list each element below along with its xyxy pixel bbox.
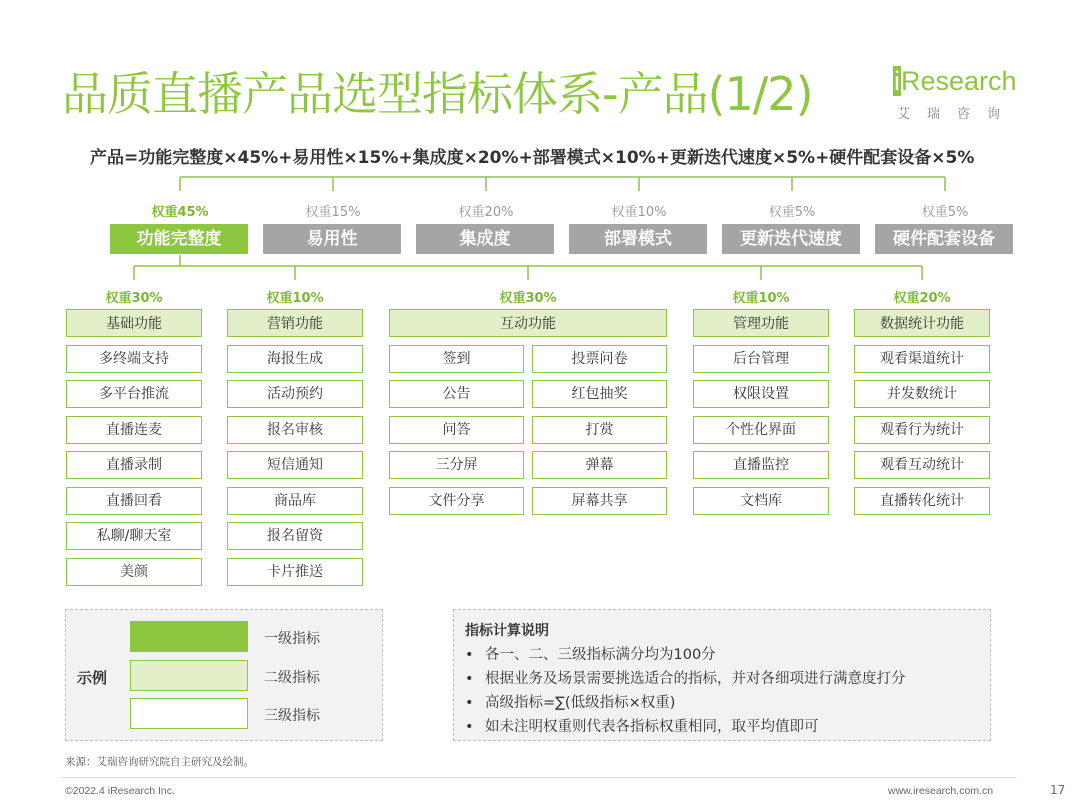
group-weight-basic: 权重30% bbox=[105, 291, 163, 306]
legend-label-level3: 三级指标 bbox=[264, 708, 320, 724]
level3-item: 卡片推送 bbox=[227, 558, 363, 586]
page-number: 17 bbox=[1050, 783, 1066, 797]
level3-item: 报名留资 bbox=[227, 522, 363, 550]
level3-item: 权限设置 bbox=[693, 380, 829, 408]
legend-swatch-level1 bbox=[130, 621, 248, 652]
level3-item: 活动预约 bbox=[227, 380, 363, 408]
level2-marketing-functions: 营销功能 bbox=[227, 309, 363, 337]
level3-item: 商品库 bbox=[227, 487, 363, 515]
group-weight-management: 权重10% bbox=[732, 291, 790, 306]
legend-label-level2: 二级指标 bbox=[264, 670, 320, 686]
level3-item: 直播连麦 bbox=[66, 416, 202, 444]
level1-update-speed: 更新迭代速度 bbox=[722, 224, 860, 254]
level3-item: 三分屏 bbox=[389, 451, 524, 479]
level3-item: 红包抽奖 bbox=[532, 380, 667, 408]
level3-item: 个性化界面 bbox=[693, 416, 829, 444]
level3-item: 签到 bbox=[389, 345, 524, 373]
legend-swatch-level3 bbox=[130, 698, 248, 729]
group-weight-marketing: 权重10% bbox=[266, 291, 324, 306]
logo-subtitle: 艾瑞咨询 bbox=[897, 107, 1018, 122]
legend-label-level1: 一级指标 bbox=[264, 631, 320, 647]
level3-item: 直播监控 bbox=[693, 451, 829, 479]
level1-weight-deployment: 权重10% bbox=[611, 205, 667, 220]
level1-weight-hardware: 权重5% bbox=[921, 205, 969, 220]
level3-item: 报名审核 bbox=[227, 416, 363, 444]
level3-item: 问答 bbox=[389, 416, 524, 444]
group-weight-interaction: 权重30% bbox=[499, 291, 557, 306]
legend-title: 示例 bbox=[77, 669, 108, 687]
legend-swatch-level2 bbox=[130, 660, 248, 691]
level3-item: 多终端支持 bbox=[66, 345, 202, 373]
level1-weight-function-completeness: 权重45% bbox=[151, 205, 209, 220]
level1-deployment: 部署模式 bbox=[569, 224, 707, 254]
level3-item: 并发数统计 bbox=[854, 380, 990, 408]
level1-weight-integration: 权重20% bbox=[458, 205, 514, 220]
note-item: • 各一、二、三级指标满分均为100分 bbox=[465, 643, 716, 664]
level3-item: 公告 bbox=[389, 380, 524, 408]
level1-weight-usability: 权重15% bbox=[305, 205, 361, 220]
level3-item: 短信通知 bbox=[227, 451, 363, 479]
level3-item: 观看互动统计 bbox=[854, 451, 990, 479]
level3-item: 直播录制 bbox=[66, 451, 202, 479]
level3-item: 观看渠道统计 bbox=[854, 345, 990, 373]
level3-item: 屏幕共享 bbox=[532, 487, 667, 515]
level3-item: 打赏 bbox=[532, 416, 667, 444]
level3-item: 后台管理 bbox=[693, 345, 829, 373]
level3-item: 美颜 bbox=[66, 558, 202, 586]
level3-item: 文件分享 bbox=[389, 487, 524, 515]
level1-function-completeness: 功能完整度 bbox=[110, 224, 248, 254]
level3-item: 直播转化统计 bbox=[854, 487, 990, 515]
group-weight-statistics: 权重20% bbox=[893, 291, 951, 306]
logo-i-mark: i bbox=[894, 66, 900, 96]
page-title: 品质直播产品选型指标体系-产品(1/2) bbox=[62, 67, 813, 121]
notes-title: 指标计算说明 bbox=[465, 623, 549, 639]
footer-divider bbox=[62, 777, 1017, 778]
level2-statistics-functions: 数据统计功能 bbox=[854, 309, 990, 337]
level3-item: 海报生成 bbox=[227, 345, 363, 373]
level2-management-functions: 管理功能 bbox=[693, 309, 829, 337]
level1-hardware: 硬件配套设备 bbox=[875, 224, 1013, 254]
note-item: • 根据业务及场景需要挑选适合的指标，并对各细项进行满意度打分 bbox=[465, 667, 906, 688]
note-item: • 如未注明权重则代表各指标权重相同，取平均值即可 bbox=[465, 715, 819, 736]
level1-weight-update-speed: 权重5% bbox=[768, 205, 816, 220]
level2-basic-functions: 基础功能 bbox=[66, 309, 202, 337]
note-item: • 高级指标=∑(低级指标×权重) bbox=[465, 691, 675, 712]
logo-brand-text: Research bbox=[901, 66, 1017, 96]
level3-item: 多平台推流 bbox=[66, 380, 202, 408]
copyright: ©2022.4 iResearch Inc. bbox=[65, 785, 175, 797]
product-formula: 产品=功能完整度×45%+易用性×15%+集成度×20%+部署模式×10%+更新迭代速度×5%+硬件配套设备×5% bbox=[90, 148, 975, 168]
level3-item: 弹幕 bbox=[532, 451, 667, 479]
source-note: 来源：艾瑞咨询研究院自主研究及绘制。 bbox=[65, 756, 254, 768]
level3-item: 私聊/聊天室 bbox=[66, 522, 202, 550]
level1-integration: 集成度 bbox=[416, 224, 554, 254]
level3-item: 观看行为统计 bbox=[854, 416, 990, 444]
level3-item: 直播回看 bbox=[66, 487, 202, 515]
level3-item: 文档库 bbox=[693, 487, 829, 515]
level1-usability: 易用性 bbox=[263, 224, 401, 254]
website-url: www.iresearch.com.cn bbox=[888, 785, 994, 797]
level2-interaction-functions: 互动功能 bbox=[389, 309, 667, 337]
level3-item: 投票问卷 bbox=[532, 345, 667, 373]
